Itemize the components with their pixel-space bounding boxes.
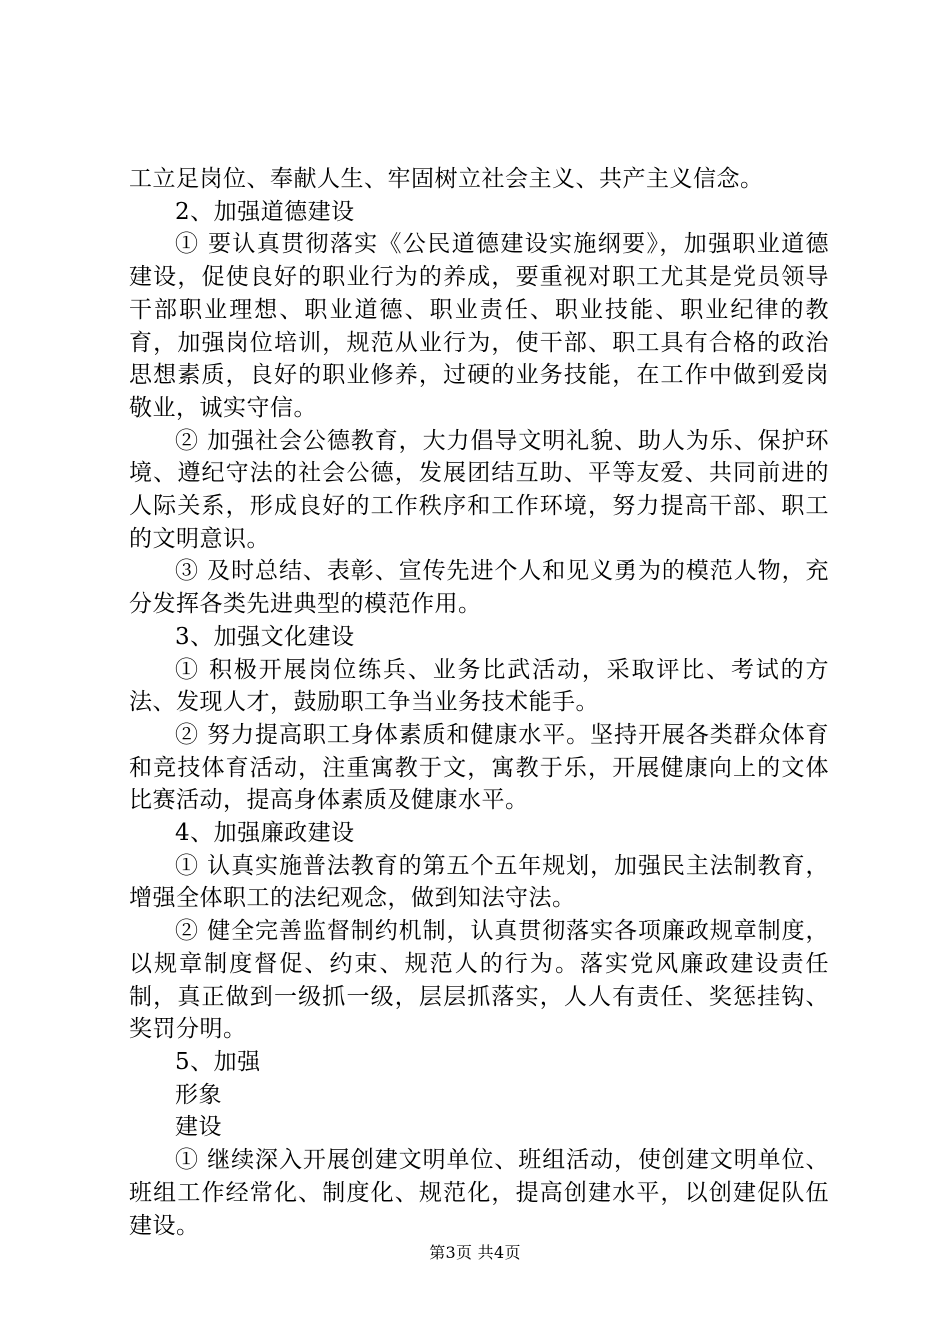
document-body [129,163,829,1242]
section-heading-integrity: 4、加强廉政建设 [175,820,355,847]
paragraph-integrity-1: ① 认真实施普法教育的第五个五年规划，加强民主法制教育，增强全体职工的法纪观念，做到知法守法。 [129,852,829,912]
paragraph-continuation: 工立足岗位、奉献人生、牢固树立社会主义、共产主义信念。 [129,166,764,192]
section-heading-image-part3: 建设 [175,1114,222,1141]
section-heading-image-part1: 5、加强 [175,1048,261,1075]
section-heading-image-part2: 形象 [175,1081,222,1108]
paragraph-culture-2: ② 努力提高职工身体素质和健康水平。坚持开展各类群众体育和竞技体育活动，注重寓教于文，寓教于乐，开展健康向上的文体比赛活动，提高身体素质及健康水平。 [129,721,829,814]
paragraph-moral-1: ① 要认真贯彻落实《公民道德建设实施纲要》，加强职业道德建设，促使良好的职业行为的养成，要重视对职工尤其是党员领导干部职业理想、职业道德、职业责任、职业技能、职业纪律的教育，加强岗位培训，规范从业行为，使干部、职工具有合格的政治思想素质，良好的职业修养，过硬的业务技能，在工作中做到爱岗敬业，诚实守信。 [129,231,829,421]
section-heading-moral: 2、加强道德建设 [175,198,355,225]
paragraph-moral-3: ③ 及时总结、表彰、宣传先进个人和见义勇为的模范人物，充分发挥各类先进典型的模范作用。 [129,558,829,618]
section-heading-culture: 3、加强文化建设 [175,623,355,650]
paragraph-culture-1: ① 积极开展岗位练兵、业务比武活动，采取评比、考试的方法、发现人才，鼓励职工争当业务技术能手。 [129,656,829,716]
page-footer [0,1243,950,1263]
paragraph-integrity-2: ② 健全完善监督制约机制，认真贯彻落实各项廉政规章制度，以规章制度督促、约束、规范人的行为。落实党风廉政建设责任制，真正做到一级抓一级，层层抓落实，人人有责任、奖惩挂钩、奖罚分明。 [129,918,829,1043]
paragraph-image-1: ① 继续深入开展创建文明单位、班组活动，使创建文明单位、班组工作经常化、制度化、规范化，提高创建水平，以创建促队伍建设。 [129,1147,829,1239]
page-number-label: 第3页 共4页 [429,1243,521,1262]
paragraph-moral-2: ② 加强社会公德教育，大力倡导文明礼貌、助人为乐、保护环境、遵纪守法的社会公德，发展团结互助、平等友爱、共同前进的人际关系，形成良好的工作秩序和工作环境，努力提高干部、职工的文明意识。 [129,427,829,552]
